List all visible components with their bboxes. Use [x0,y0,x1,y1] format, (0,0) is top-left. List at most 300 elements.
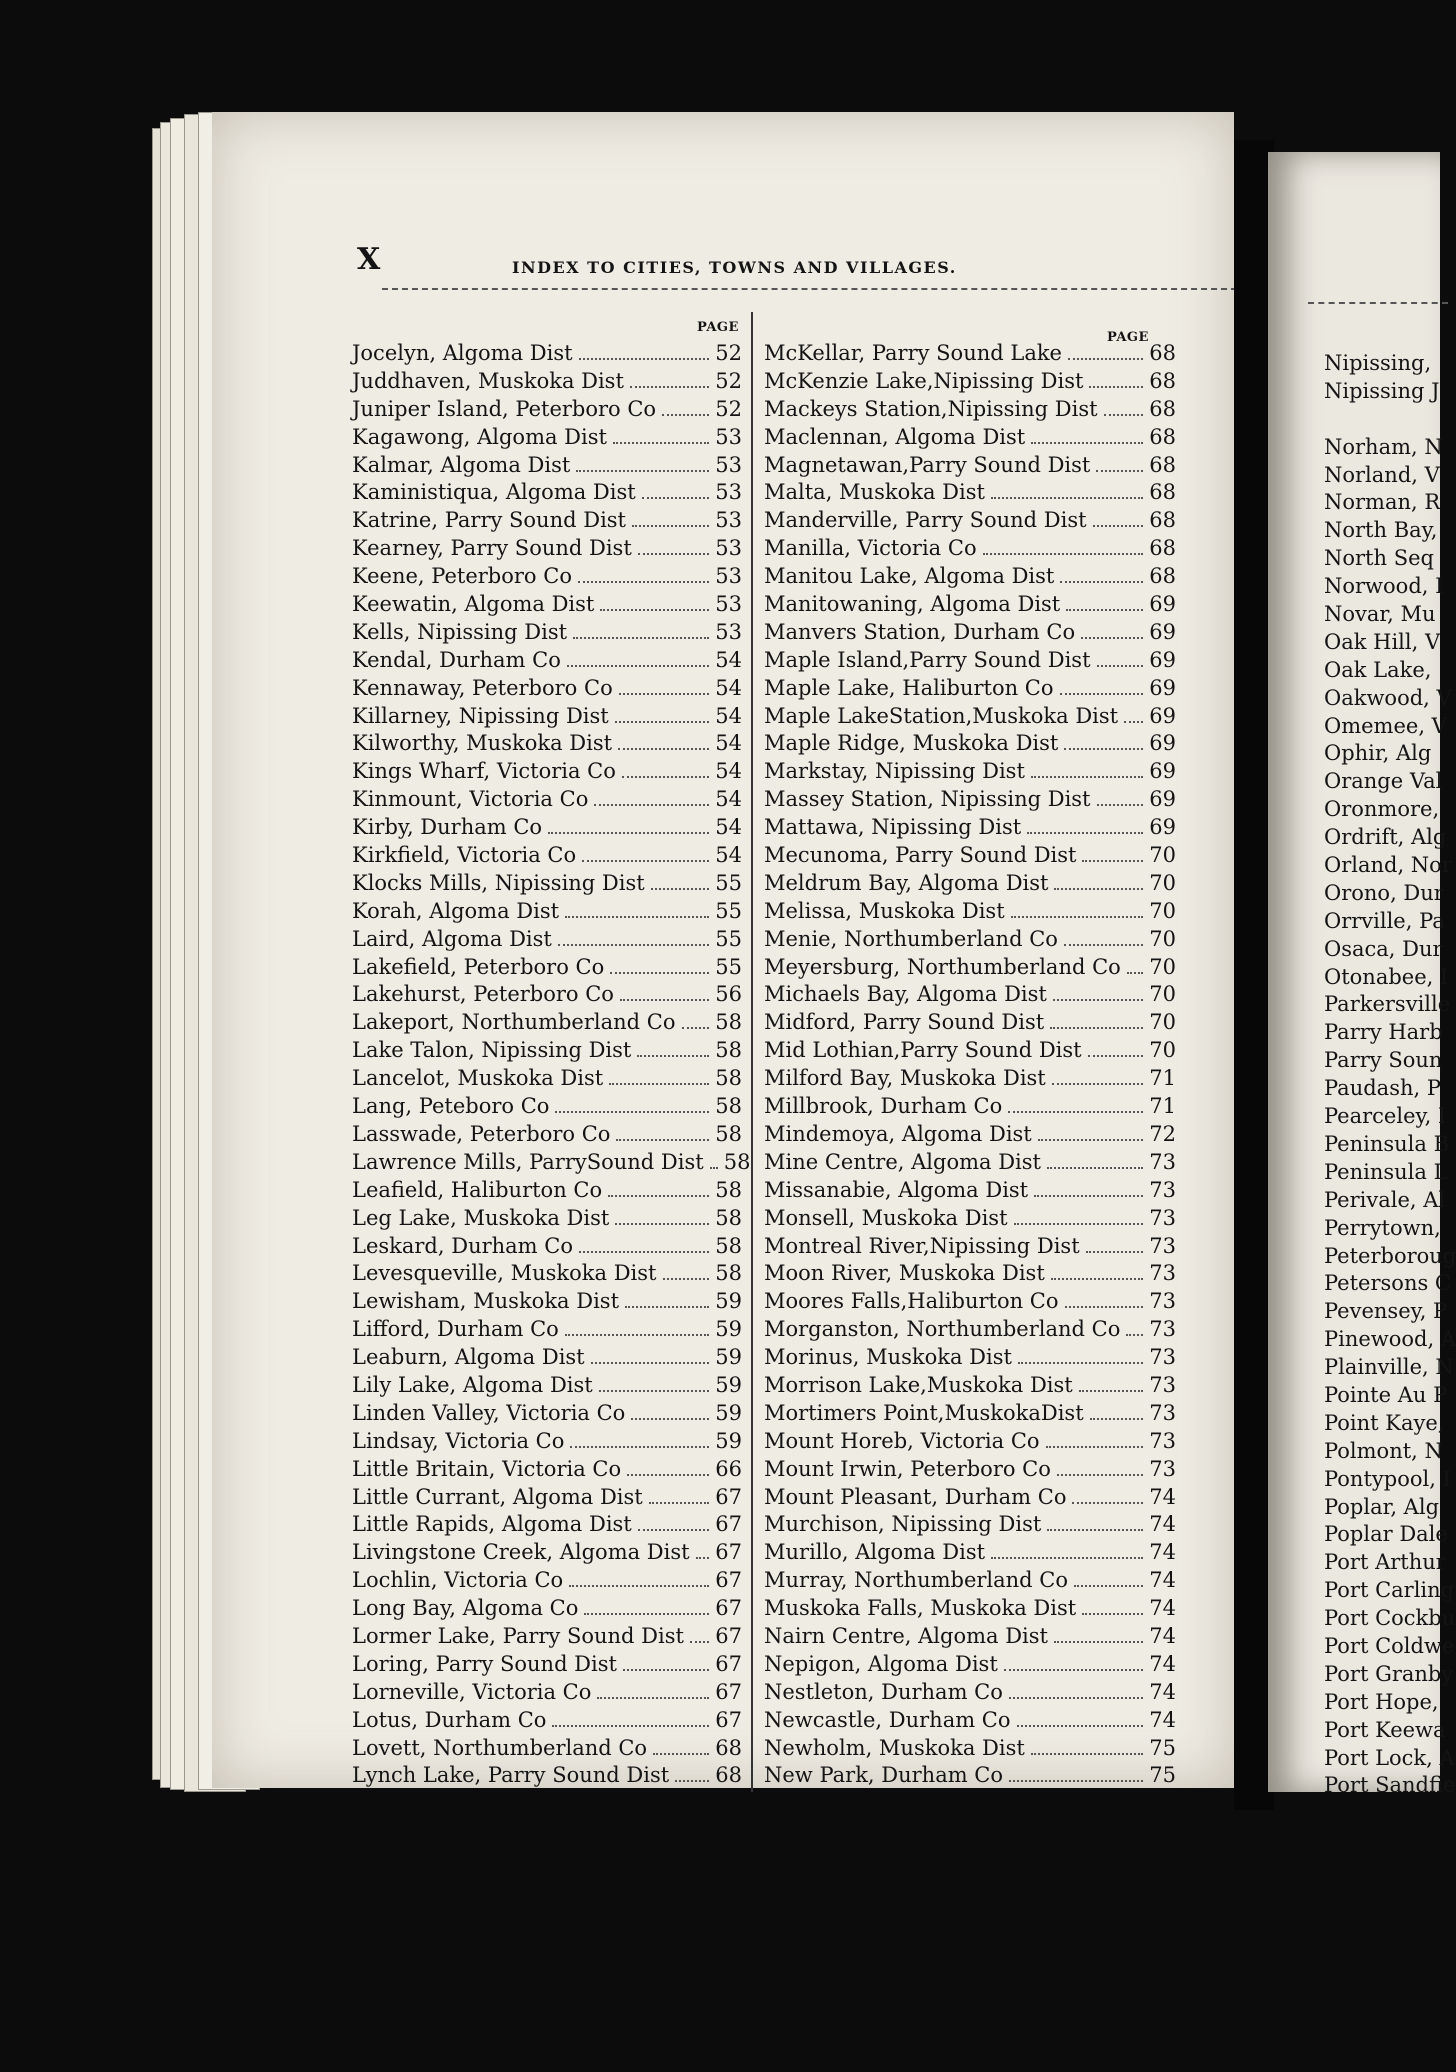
entry-place-name: Lawrence Mills, ParrySound Dist [352,1149,704,1174]
running-head: INDEX TO CITIES, TOWNS AND VILLAGES. [512,258,957,277]
entry-place-name: Menie, Northumberland Co [764,926,1058,951]
entry-place-name: Markstay, Nipissing Dist [764,759,1025,784]
entry-place-name: Leafield, Haliburton Co [352,1177,603,1202]
entry-page-number: 53 [715,564,742,589]
entry-place-name: Malta, Muskoka Dist [764,480,985,505]
entry-page-number: 55 [715,954,742,979]
entry-place-name: Newcastle, Durham Co [764,1707,1011,1732]
index-entry [352,535,742,563]
entry-place-name: Maple Lake, Haliburton Co [764,675,1054,700]
index-entry [764,647,1176,675]
entry-page-number: 74 [1149,1651,1176,1676]
dot-leader [991,497,1143,499]
index-entry [764,1456,1176,1484]
dot-leader [1011,916,1144,918]
facing-index-entry: Ophir, Alg [1324,741,1432,766]
index-entry [352,1149,751,1177]
index-entry [764,1735,1176,1763]
dot-leader [1065,1306,1144,1308]
entry-place-name: Little Currant, Algoma Dist [352,1484,643,1509]
index-entry [764,1121,1176,1149]
facing-index-entry: Oak Lake, [1324,657,1432,682]
index-entry [764,535,1176,563]
entry-place-name: Lancelot, Muskoka Dist [352,1066,604,1091]
index-entry [352,1623,742,1651]
entry-place-name: Keene, Peterboro Co [352,564,572,589]
facing-index-entry: Nipissing, [1324,351,1432,375]
facing-index-entry: Petersons C [1324,1271,1451,1296]
entry-place-name: Lovett, Northumberland Co [352,1735,648,1760]
entry-page-number: 74 [1149,1540,1176,1565]
facing-index-column [1324,350,1456,1800]
facing-index-entry: Pevensey, P [1324,1299,1448,1324]
index-entry [764,1679,1176,1707]
dot-leader [618,748,709,750]
index-entry [352,1595,742,1623]
entry-page-number: 68 [715,1735,742,1760]
entry-place-name: Morrison Lake,Muskoka Dist [764,1372,1073,1397]
entry-place-name: Manvers Station, Durham Co [764,619,1076,644]
entry-page-number: 73 [1149,1456,1176,1481]
facing-index-entry: Osaca, Dur [1324,936,1443,961]
entry-page-number: 53 [715,480,742,505]
facing-page [1268,152,1456,1798]
index-entry [352,479,742,507]
dot-leader [1090,1418,1144,1420]
entry-place-name: Meldrum Bay, Algoma Dist [764,870,1049,895]
dot-leader [1097,665,1144,667]
entry-page-number: 69 [1149,703,1176,728]
entry-page-number: 68 [1149,396,1176,421]
entry-place-name: Melissa, Muskoka Dist [764,898,1005,923]
index-entry [764,954,1176,982]
entry-page-number: 54 [715,815,742,840]
dot-leader [1009,1780,1143,1782]
entry-place-name: Lewisham, Muskoka Dist [352,1289,620,1314]
facing-index-entry: Poplar, Alg [1324,1494,1440,1519]
entry-place-name: Korah, Algoma Dist [352,898,560,923]
index-entry [764,870,1176,898]
facing-index-entry: Parkersville [1324,992,1451,1017]
dot-leader [1068,358,1143,360]
dot-leader [1057,1474,1143,1476]
dot-leader [1004,1669,1143,1671]
entry-page-number: 67 [715,1651,742,1676]
index-entry [764,424,1176,452]
entry-place-name: Midford, Parry Sound Dist [764,1010,1045,1035]
index-entry [352,563,742,591]
index-entry [764,1205,1176,1233]
index-entry [352,954,742,982]
index-entry [352,591,742,619]
index-entry [764,1288,1176,1316]
entry-place-name: Levesqueville, Muskoka Dist [352,1261,657,1286]
index-entry [352,758,742,786]
dot-leader [991,1557,1143,1559]
entry-place-name: Murchison, Nipissing Dist [764,1512,1042,1537]
index-entry [764,1651,1176,1679]
entry-place-name: Juniper Island, Peterboro Co [352,396,657,421]
dot-leader [594,804,709,806]
entry-page-number: 54 [715,843,742,868]
entry-page-number: 52 [715,368,742,393]
page-number: X [357,242,381,277]
entry-place-name: Kagawong, Algoma Dist [352,424,607,449]
entry-page-number: 59 [715,1428,742,1453]
entry-place-name: Mortimers Point,MuskokaDist [764,1400,1084,1425]
index-entry [764,452,1176,480]
entry-place-name: Maple Island,Parry Sound Dist [764,647,1091,672]
index-entry [764,1065,1176,1093]
entry-page-number: 68 [1149,508,1176,533]
dot-leader [1096,470,1143,472]
entry-place-name: Michaels Bay, Algoma Dist [764,982,1047,1007]
entry-place-name: Klocks Mills, Nipissing Dist [352,870,645,895]
entry-page-number: 69 [1149,787,1176,812]
dot-leader [599,1390,710,1392]
dot-leader [1124,721,1143,723]
entry-place-name: Millbrook, Durham Co [764,1094,1003,1119]
facing-index-entry: Ordrift, Alg [1324,825,1447,850]
entry-page-number: 56 [715,982,742,1007]
entry-page-number: 67 [715,1540,742,1565]
facing-index-entry: Port Arthur [1324,1550,1446,1575]
entry-page-number: 52 [715,396,742,421]
entry-page-number: 52 [715,341,742,365]
facing-index-entry: Norman, R [1324,490,1441,515]
index-entry [764,1400,1176,1428]
entry-place-name: Mattawa, Nipissing Dist [764,815,1022,840]
index-entry [352,1037,742,1065]
dot-leader [1017,1725,1144,1727]
entry-place-name: Kells, Nipissing Dist [352,619,568,644]
entry-place-name: Murillo, Algoma Dist [764,1540,986,1565]
entry-page-number: 67 [715,1568,742,1593]
dot-leader [710,1167,718,1169]
index-entry [764,619,1176,647]
facing-index-entry: Otonabee, I [1324,964,1449,989]
entry-page-number: 58 [715,1177,742,1202]
dot-leader [1072,1502,1143,1504]
dot-leader [1064,748,1143,750]
entry-place-name: Kearney, Parry Sound Dist [352,536,632,561]
entry-place-name: Maple Ridge, Muskoka Dist [764,731,1059,756]
index-entry [352,1205,742,1233]
dot-leader [1008,1111,1143,1113]
entry-page-number: 70 [1149,982,1176,1007]
index-entry [764,1762,1176,1790]
facing-index-entry: Port Lock, A [1324,1745,1455,1770]
entry-place-name: Little Rapids, Algoma Dist [352,1512,632,1537]
entry-page-number: 67 [715,1596,742,1621]
facing-index-entry: Orland, Nor [1324,853,1452,878]
index-entry [352,1484,742,1512]
dot-leader [983,553,1144,555]
facing-index-entry: Port Coldwe [1324,1633,1455,1658]
dot-leader [552,1725,709,1727]
entry-place-name: Livingstone Creek, Algoma Dist [352,1540,690,1565]
dot-leader [675,1780,709,1782]
facing-index-entry: Oakwood, V [1324,685,1452,710]
entry-place-name: Mount Pleasant, Durham Co [764,1484,1067,1509]
entry-page-number: 70 [1149,1010,1176,1035]
entry-page-number: 59 [715,1400,742,1425]
entry-place-name: Leskard, Durham Co [352,1233,573,1258]
entry-place-name: Little Britain, Victoria Co [352,1456,622,1481]
entry-page-number: 71 [1149,1094,1176,1119]
index-entry [352,1121,742,1149]
entry-page-number: 59 [715,1289,742,1314]
entry-page-number: 68 [1149,368,1176,393]
index-entry [352,1511,742,1539]
facing-index-entry: Omemee, V [1324,713,1447,738]
index-entry [764,1623,1176,1651]
dot-leader [582,860,709,862]
entry-place-name: Kilworthy, Muskoka Dist [352,731,613,756]
entry-page-number: 70 [1149,926,1176,951]
index-entry [352,703,742,731]
entry-place-name: Montreal River,Nipissing Dist [764,1233,1080,1258]
dot-leader [1047,1167,1143,1169]
index-entry [352,898,742,926]
dot-leader [642,497,710,499]
entry-page-number: 69 [1149,675,1176,700]
entry-page-number: 68 [1149,452,1176,477]
entry-place-name: Murray, Northumberland Co [764,1568,1069,1593]
index-entry [352,1428,742,1456]
entry-page-number: 73 [1149,1428,1176,1453]
entry-page-number: 53 [715,592,742,617]
dot-leader [631,1418,709,1420]
facing-index-entry: Oronmore, [1324,797,1440,822]
facing-index-entry: Peterboroug [1324,1243,1456,1268]
dot-leader [638,553,709,555]
entry-place-name: Massey Station, Nipissing Dist [764,787,1091,812]
entry-place-name: Lakefield, Peterboro Co [352,954,605,979]
facing-index-entry: Port Carling [1324,1578,1455,1603]
dot-leader [651,888,710,890]
dot-leader [555,1111,709,1113]
index-entry [352,1288,742,1316]
entry-place-name: Lifford, Durham Co [352,1317,559,1342]
entry-place-name: Katrine, Parry Sound Dist [352,508,626,533]
entry-place-name: Manitou Lake, Algoma Dist [764,564,1055,589]
dot-leader [1027,832,1143,834]
dot-leader [619,693,710,695]
dot-leader [663,1278,710,1280]
dot-leader [1074,1585,1143,1587]
dot-leader [1038,1139,1144,1141]
dot-leader [1031,776,1143,778]
entry-place-name: Mindemoya, Algoma Dist [764,1121,1032,1146]
index-entry [352,926,742,954]
entry-place-name: Lorneville, Victoria Co [352,1679,592,1704]
dot-leader [579,1251,709,1253]
dot-leader [622,776,709,778]
index-entry [764,1539,1176,1567]
entry-page-number: 75 [1149,1763,1176,1788]
index-entry [352,1679,742,1707]
entry-page-number: 73 [1149,1205,1176,1230]
index-entry [352,1065,742,1093]
entry-page-number: 67 [715,1484,742,1509]
entry-place-name: Magnetawan,Parry Sound Dist [764,452,1091,477]
index-entry [352,340,742,368]
entry-place-name: Kirkfield, Victoria Co [352,843,577,868]
entry-place-name: Manitowaning, Algoma Dist [764,592,1061,617]
entry-place-name: Kennaway, Peterboro Co [352,675,613,700]
entry-page-number: 73 [1149,1372,1176,1397]
dot-leader [1034,1195,1143,1197]
index-entry [352,842,742,870]
entry-place-name: Lormer Lake, Parry Sound Dist [352,1623,684,1648]
entry-page-number: 68 [1149,341,1176,365]
facing-index-entry: Point Kaye, [1324,1410,1445,1435]
dot-leader [1060,693,1144,695]
entry-place-name: Lang, Peteboro Co [352,1094,550,1119]
index-entry [352,647,742,675]
column-divider [751,312,753,1792]
facing-index-entry: Norland, V [1324,462,1440,487]
entry-page-number: 70 [1149,954,1176,979]
entry-page-number: 74 [1149,1623,1176,1648]
facing-index-entry: Port Cockbu [1324,1606,1456,1631]
index-entry [352,870,742,898]
dot-leader [1060,581,1143,583]
index-page [212,112,1234,1788]
dot-leader [578,581,709,583]
facing-index-entry: Poplar Dale [1324,1522,1448,1547]
index-entry [764,1428,1176,1456]
entry-page-number: 53 [715,536,742,561]
entry-place-name: Mount Irwin, Peterboro Co [764,1456,1051,1481]
dot-leader [1009,1697,1143,1699]
entry-page-number: 58 [715,1233,742,1258]
entry-place-name: Lakeport, Northumberland Co [352,1010,676,1035]
entry-place-name: Jocelyn, Algoma Dist [352,341,573,365]
index-entry [352,730,742,758]
index-entry [764,1233,1176,1261]
index-entry [764,1707,1176,1735]
entry-place-name: Morganston, Northumberland Co [764,1317,1121,1342]
index-entry [352,396,742,424]
index-entry [352,452,742,480]
facing-index-entry: Parry Harb [1324,1020,1443,1045]
index-entry [764,1316,1176,1344]
entry-place-name: Mackeys Station,Nipissing Dist [764,396,1098,421]
facing-index-entry: Pearceley, I [1324,1104,1447,1129]
entry-place-name: Morinus, Muskoka Dist [764,1345,1012,1370]
index-entry [352,1009,742,1037]
dot-leader [1064,944,1143,946]
dot-leader [576,470,709,472]
entry-place-name: McKellar, Parry Sound Lake [764,341,1062,365]
entry-page-number: 74 [1149,1679,1176,1704]
dot-leader [627,1474,709,1476]
entry-page-number: 55 [715,898,742,923]
index-entry [352,1260,742,1288]
dot-leader [565,1334,709,1336]
entry-place-name: Loring, Parry Sound Dist [352,1651,617,1676]
entry-page-number: 58 [715,1121,742,1146]
entry-place-name: Moores Falls,Haliburton Co [764,1289,1059,1314]
dot-leader [613,442,709,444]
entry-page-number: 54 [715,703,742,728]
dot-leader [1054,888,1143,890]
index-column-left [352,340,751,1790]
dot-leader [597,1697,709,1699]
index-entry [352,368,742,396]
dot-leader [548,832,709,834]
dot-leader [662,414,709,416]
index-entry [764,703,1176,731]
entry-page-number: 55 [715,870,742,895]
dot-leader [690,1641,709,1643]
entry-place-name: Lakehurst, Peterboro Co [352,982,614,1007]
page-column-header-right: PAGE [1107,330,1149,345]
entry-place-name: Milford Bay, Muskoka Dist [764,1066,1046,1091]
dot-leader [1079,1390,1144,1392]
index-entry [764,1260,1176,1288]
index-entry [352,1539,742,1567]
index-column-right [764,340,1176,1790]
entry-page-number: 69 [1149,592,1176,617]
index-entry [352,1233,742,1261]
page-column-header-left: PAGE [697,320,739,335]
facing-index-entry: Plainville, N [1324,1355,1454,1380]
dot-leader [567,665,709,667]
facing-index-entry: Pontypool, I [1324,1466,1451,1491]
entry-place-name: Kendal, Durham Co [352,647,561,672]
index-entry [352,1456,742,1484]
index-entry [764,814,1176,842]
entry-page-number: 70 [1149,1038,1176,1063]
index-entry [764,479,1176,507]
entry-page-number: 73 [1149,1261,1176,1286]
index-entry [764,898,1176,926]
dot-leader [609,1083,709,1085]
dot-leader [569,1585,709,1587]
entry-place-name: Linden Valley, Victoria Co [352,1400,626,1425]
entry-place-name: Lasswade, Peterboro Co [352,1121,611,1146]
entry-page-number: 59 [715,1345,742,1370]
index-entry [764,396,1176,424]
dot-leader [638,1529,710,1531]
dot-leader [696,1557,710,1559]
dot-leader [630,386,709,388]
dot-leader [1088,1055,1144,1057]
entry-page-number: 53 [715,619,742,644]
index-entry [764,1149,1176,1177]
entry-page-number: 73 [1149,1289,1176,1314]
entry-place-name: Lake Talon, Nipissing Dist [352,1038,632,1063]
dot-leader [591,1362,710,1364]
index-entry [764,926,1176,954]
dot-leader [1050,1027,1143,1029]
dot-leader [573,637,709,639]
index-entry [352,1735,742,1763]
dot-leader [616,1139,709,1141]
index-entry [764,675,1176,703]
dot-leader [1127,972,1143,974]
entry-page-number: 67 [715,1707,742,1732]
index-entry [764,758,1176,786]
index-entry [352,1316,742,1344]
facing-index-entry: Norwood, I [1324,574,1444,599]
entry-place-name: Lindsay, Victoria Co [352,1428,565,1453]
dot-leader [1053,999,1143,1001]
dot-leader [584,1613,709,1615]
